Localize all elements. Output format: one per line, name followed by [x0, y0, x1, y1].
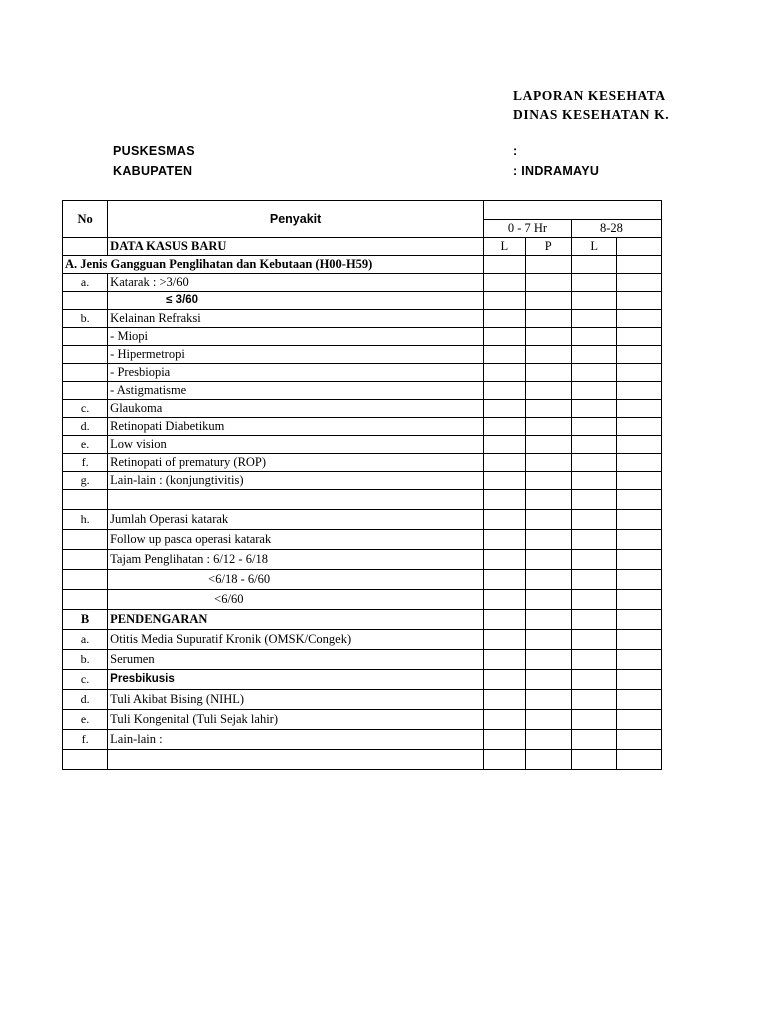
value-cell — [484, 274, 526, 292]
value-cell — [484, 590, 526, 610]
value-cell — [617, 630, 662, 650]
value-cell — [571, 570, 616, 590]
value-cell — [571, 382, 616, 400]
value-cell — [484, 710, 526, 730]
data-kasus-baru-label: DATA KASUS BARU — [108, 238, 484, 256]
value-cell — [484, 630, 526, 650]
table-row — [63, 690, 662, 710]
value-cell — [617, 570, 662, 590]
value-cell — [484, 328, 526, 346]
value-cell — [525, 650, 571, 670]
value-cell — [617, 590, 662, 610]
value-cell — [571, 490, 616, 510]
value-cell — [484, 550, 526, 570]
value-cell — [525, 710, 571, 730]
value-cell — [571, 364, 616, 382]
value-cell — [484, 610, 526, 630]
row-number: d. — [63, 418, 108, 436]
row-label: Presbikusis — [108, 670, 484, 690]
cell-empty — [525, 256, 571, 274]
value-cell — [484, 364, 526, 382]
table-row — [63, 292, 662, 310]
row-label: Retinopati Diabetikum — [108, 418, 484, 436]
value-cell — [571, 530, 616, 550]
value-cell — [484, 454, 526, 472]
value-cell — [484, 418, 526, 436]
table-row — [63, 670, 662, 690]
value-cell — [571, 400, 616, 418]
value-cell — [484, 292, 526, 310]
cell-empty — [484, 256, 526, 274]
value-cell — [525, 328, 571, 346]
header-sex-l-2: L — [571, 238, 616, 256]
value-cell — [484, 750, 526, 770]
row-label: Glaukoma — [108, 400, 484, 418]
value-cell — [571, 418, 616, 436]
value-cell — [617, 650, 662, 670]
value-cell — [617, 310, 662, 328]
value-cell — [525, 530, 571, 550]
value-cell — [525, 382, 571, 400]
value-cell — [571, 550, 616, 570]
row-label: Katarak : >3/60 — [108, 274, 484, 292]
value-cell — [525, 510, 571, 530]
value-cell — [484, 400, 526, 418]
value-cell — [525, 610, 571, 630]
value-cell — [571, 510, 616, 530]
value-cell — [525, 436, 571, 454]
value-cell — [484, 490, 526, 510]
row-number: e. — [63, 436, 108, 454]
value-cell — [484, 346, 526, 364]
row-number — [63, 590, 108, 610]
row-number: g. — [63, 472, 108, 490]
value-cell — [571, 610, 616, 630]
row-number: c. — [63, 400, 108, 418]
value-cell — [617, 328, 662, 346]
row-number: e. — [63, 710, 108, 730]
value-cell — [484, 510, 526, 530]
table-row — [63, 310, 662, 328]
value-cell — [525, 274, 571, 292]
row-number — [63, 292, 108, 310]
table-row — [63, 328, 662, 346]
row-label: Tajam Penglihatan : 6/12 - 6/18 — [108, 550, 484, 570]
table-row — [63, 550, 662, 570]
value-cell — [525, 346, 571, 364]
cell-empty — [571, 256, 616, 274]
section-a-title: A. Jenis Gangguan Penglihatan dan Kebutaan (H00-H59) — [63, 256, 484, 274]
value-cell — [525, 750, 571, 770]
row-label: Tuli Kongenital (Tuli Sejak lahir) — [108, 710, 484, 730]
row-number — [63, 530, 108, 550]
row-number — [63, 364, 108, 382]
value-cell — [617, 346, 662, 364]
row-number: h. — [63, 510, 108, 530]
puskesmas-value: : — [513, 144, 518, 158]
value-cell — [525, 550, 571, 570]
value-cell — [571, 346, 616, 364]
value-cell — [525, 292, 571, 310]
row-number: b. — [63, 650, 108, 670]
value-cell — [617, 418, 662, 436]
value-cell — [484, 730, 526, 750]
value-cell — [617, 530, 662, 550]
value-cell — [484, 310, 526, 328]
row-label: <6/60 — [108, 590, 484, 610]
row-number: b. — [63, 310, 108, 328]
value-cell — [617, 490, 662, 510]
value-cell — [484, 382, 526, 400]
row-number: d. — [63, 690, 108, 710]
row-number — [63, 550, 108, 570]
value-cell — [525, 590, 571, 610]
value-cell — [484, 570, 526, 590]
value-cell — [617, 610, 662, 630]
row-label: Lain-lain : — [108, 730, 484, 750]
value-cell — [525, 418, 571, 436]
value-cell — [571, 730, 616, 750]
row-number — [63, 490, 108, 510]
value-cell — [525, 310, 571, 328]
value-cell — [525, 472, 571, 490]
table-row — [63, 418, 662, 436]
value-cell — [484, 436, 526, 454]
value-cell — [571, 750, 616, 770]
table-row — [63, 650, 662, 670]
value-cell — [571, 630, 616, 650]
table-row — [63, 400, 662, 418]
value-cell — [571, 590, 616, 610]
table-row — [63, 750, 662, 770]
row-number — [63, 382, 108, 400]
value-cell — [617, 436, 662, 454]
value-cell — [617, 550, 662, 570]
table-row — [63, 346, 662, 364]
row-number: f. — [63, 454, 108, 472]
row-number — [63, 346, 108, 364]
value-cell — [525, 490, 571, 510]
value-cell — [571, 710, 616, 730]
table-row — [63, 510, 662, 530]
table-row — [63, 454, 662, 472]
value-cell — [571, 310, 616, 328]
value-cell — [617, 400, 662, 418]
section-b-number: B — [63, 610, 108, 630]
table-row — [63, 730, 662, 750]
cell-empty — [617, 256, 662, 274]
kabupaten-label: KABUPATEN — [113, 164, 193, 178]
table-row — [63, 570, 662, 590]
value-cell — [571, 328, 616, 346]
table-row — [63, 436, 662, 454]
value-cell — [484, 530, 526, 550]
value-cell — [525, 364, 571, 382]
value-cell — [571, 472, 616, 490]
value-cell — [617, 690, 662, 710]
value-cell — [617, 750, 662, 770]
value-cell — [617, 382, 662, 400]
table-row — [63, 630, 662, 650]
value-cell — [484, 690, 526, 710]
header-age-0-7: 0 - 7 Hr — [484, 219, 572, 238]
report-title-line1: LAPORAN KESEHATA — [513, 88, 666, 103]
row-number: f. — [63, 730, 108, 750]
row-label: Serumen — [108, 650, 484, 670]
puskesmas-label: PUSKESMAS — [113, 144, 195, 158]
row-label: <6/18 - 6/60 — [108, 570, 484, 590]
value-cell — [617, 670, 662, 690]
value-cell — [571, 454, 616, 472]
row-label: Kelainan Refraksi — [108, 310, 484, 328]
value-cell — [484, 472, 526, 490]
header-age-8-28: 8-28 — [571, 219, 661, 238]
row-label: Otitis Media Supuratif Kronik (OMSK/Congek) — [108, 630, 484, 650]
table-row — [63, 530, 662, 550]
row-number — [63, 750, 108, 770]
kabupaten-value: : INDRAMAYU — [513, 164, 600, 178]
value-cell — [525, 690, 571, 710]
row-number — [63, 328, 108, 346]
value-cell — [617, 730, 662, 750]
value-cell — [617, 472, 662, 490]
value-cell — [617, 292, 662, 310]
value-cell — [525, 400, 571, 418]
report-title-line2: DINAS KESEHATAN K. — [513, 107, 670, 122]
value-cell — [571, 436, 616, 454]
section-b-title: PENDENGARAN — [108, 610, 484, 630]
value-cell — [617, 710, 662, 730]
table-row — [63, 472, 662, 490]
row-label: - Presbiopia — [108, 364, 484, 382]
value-cell — [525, 630, 571, 650]
cell-empty — [63, 238, 108, 256]
row-label: ≤ 3/60 — [108, 292, 484, 310]
value-cell — [571, 670, 616, 690]
row-label: Low vision — [108, 436, 484, 454]
value-cell — [484, 670, 526, 690]
row-label: Jumlah Operasi katarak — [108, 510, 484, 530]
value-cell — [617, 274, 662, 292]
row-label — [108, 490, 484, 510]
value-cell — [617, 510, 662, 530]
row-label — [108, 750, 484, 770]
value-cell — [571, 650, 616, 670]
row-label: - Miopi — [108, 328, 484, 346]
table-row — [63, 710, 662, 730]
value-cell — [525, 670, 571, 690]
header-sex-p: P — [525, 238, 571, 256]
table-row — [63, 590, 662, 610]
value-cell — [484, 650, 526, 670]
header-sex-l: L — [484, 238, 526, 256]
value-cell — [571, 690, 616, 710]
row-label: Retinopati of prematury (ROP) — [108, 454, 484, 472]
row-label: - Astigmatisme — [108, 382, 484, 400]
cell-empty — [617, 238, 662, 256]
row-label: Lain-lain : (konjungtivitis) — [108, 472, 484, 490]
table-row — [63, 364, 662, 382]
header-no: No — [63, 201, 108, 238]
header-age-band — [484, 201, 662, 220]
row-label: Follow up pasca operasi katarak — [108, 530, 484, 550]
row-number — [63, 570, 108, 590]
row-number: a. — [63, 630, 108, 650]
value-cell — [571, 292, 616, 310]
row-label: Tuli Akibat Bising (NIHL) — [108, 690, 484, 710]
header-penyakit: Penyakit — [108, 201, 484, 238]
row-number: a. — [63, 274, 108, 292]
value-cell — [571, 274, 616, 292]
row-label: - Hipermetropi — [108, 346, 484, 364]
section-b-row — [63, 610, 662, 630]
table-row — [63, 490, 662, 510]
value-cell — [617, 364, 662, 382]
value-cell — [525, 730, 571, 750]
value-cell — [525, 570, 571, 590]
table-row — [63, 274, 662, 292]
value-cell — [525, 454, 571, 472]
report-table — [62, 200, 662, 770]
table-row — [63, 382, 662, 400]
value-cell — [617, 454, 662, 472]
row-number: c. — [63, 670, 108, 690]
